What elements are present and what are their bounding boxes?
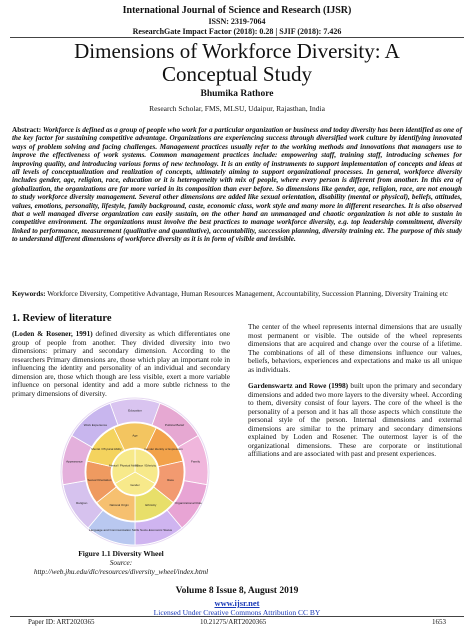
- internal-dimension-label: Race: [167, 478, 174, 483]
- abstract-text: Workforce is defined as a group of people who work for a particular organization or business and today diversity has been identified as one of the key factor for sustaining competitive advantage. Organizations are experiencing success through diversified work culture by identifying innovated ways of problem solving and facing challenges. Management practices usually refer to the working methods and innovations that managers use to improve the effectiveness of work systems. Common management practices include: empowering staff, training staff, introducing schemes for improving quality, and introducing various forms of new technology. It is an entity of instruments to support implementation of concepts and ideas at all levels of conceptualization and realization of concepts, ultimately aiming to support organizational processes. In general, workforce diversity includes gender, age, religion, race, education or it is heterogeneity with mix of people, where every person is different from another. In this era of globalization, the organizations are far more varied in its composition than ever before. So dimensions like gender, age, religion, race, are not enough to study workforce diversity management. Several other dimensions are added like sexual orientation, disability (mental or physical), beliefs, attitudes, values, emotions, personality, lifestyle, family background, caste, economic class, work style and many more in different researches. It is also observed that a well managed diverse organization can easily sustain, on the other hand an unmanaged and chaotic organization is not able to sustain in competitive environment. The organizations must involve the best practices to manage workforce diversity, e.g. top leadership commitment, diversity linked to performance, measurement (qualitative and quantitative), accountability, succession planning, diversity training etc. The purpose of this study to understand different dimensions of workforce diversity as it is in form of visible and invisible.: [12, 126, 462, 244]
- page-number: 1653: [432, 618, 446, 626]
- author-affiliation: Research Scholar, FMS, MLSU, Udaipur, Rajasthan, India: [149, 104, 325, 113]
- issn: ISSN: 2319-7064: [208, 17, 266, 26]
- volume-issue: Volume 8 Issue 8, August 2019: [175, 586, 299, 596]
- footer-rule: [10, 616, 464, 617]
- outer-dimension-label: Appearance: [66, 459, 83, 464]
- figure-source: [12, 559, 230, 576]
- outer-dimension-label: Organizational Role: [174, 500, 202, 505]
- outer-dimension-label: Socio-Economic Status: [140, 527, 173, 532]
- license-link[interactable]: Licensed Under Creative Commons Attribution CC BY: [153, 608, 321, 617]
- right-column-paragraph-1: The center of the wheel represents internal dimensions that are usually most permanent or visible. The outside of the wheel represents dimensions that are acquired and change over the course of a lifetime. The combinations of all of these dimensions influence our values, beliefs, behaviors, experiences and expectations and make us all unique as individuals.: [248, 322, 462, 374]
- outer-dimension-label: Work Experience: [83, 422, 108, 427]
- header-rule: [10, 37, 464, 38]
- internal-dimension-label: Sexual Orientation: [87, 478, 112, 483]
- right-column: [248, 323, 462, 467]
- outer-dimension-label: Family: [191, 459, 201, 464]
- diversity-wheel-figure: [40, 397, 230, 547]
- author-name: Bhumika Rathore: [200, 89, 274, 99]
- figure-source-label: Source:: [109, 558, 133, 567]
- journal-name: International Journal of Science and Research (IJSR): [122, 5, 352, 16]
- website-link[interactable]: www.ijsr.net: [214, 598, 260, 608]
- outer-dimension-label: Political Belief: [164, 422, 185, 427]
- keywords-label: Keywords:: [12, 290, 46, 298]
- paper-title: Dimensions of Workforce Diversity: A Conceptual Study: [74, 39, 400, 86]
- internal-dimension-label: Gender Identity or Expression: [144, 447, 183, 452]
- internal-dimension-label: Mental / Physical Ability: [91, 447, 122, 452]
- citation-loden: (Loden & Rosener, 1991): [12, 329, 93, 338]
- figure-caption: Figure 1.1 Diversity Wheel: [78, 549, 164, 558]
- paper-id: Paper ID: ART2020365: [28, 618, 95, 626]
- left-column: [12, 330, 230, 406]
- outer-dimension-label: Language and Communication Skills: [88, 527, 140, 532]
- right-column-paragraph-2: built upon the primary and secondary dimensions and added two more layers to the diversity wheel. According to them, diversity consist of four layers. The core of the wheel is the personality of a person and it has all those aspects which constitute the personal style of the person. Internal dimensions and external dimensions are similar to the primary and secondary dimensions explained by Loden and Rosener. The outermost layer is of the organizational dimensions. These are corporate or institutional affiliations and are associated with past and present experiences.: [248, 381, 463, 458]
- left-column-text: defined diversity as which differentiates one group of people from another. They divided diversity into two dimensions: primary and secondary dimension. According to the researchers Primary dimensions are, those which play an important role in influencing the identity and personality of an individual and secondary dimension are, those which though are less visible, exert a more variable influence on personal identity and add a more subtle richness to the primary dimensions of diversity.: [12, 329, 230, 398]
- internal-dimension-label: National Origin: [109, 502, 129, 507]
- section-heading: 1. Review of literature: [12, 313, 112, 324]
- outer-dimension-label: Education: [128, 408, 142, 413]
- abstract: [12, 126, 462, 244]
- abstract-label: Abstract:: [12, 126, 42, 134]
- figure-source-url[interactable]: http://web.jhu.edu/dlc/resources/diversity_wheel/index.html: [33, 566, 209, 576]
- internal-dimension-label: Ethnicity: [145, 502, 157, 507]
- impact-factor: ResearchGate Impact Factor (2018): 0.28 | SJIF (2018): 7.426: [132, 27, 342, 36]
- doi: 10.21275/ART2020365: [200, 618, 267, 626]
- core-label: Mental / Physical Ability: [109, 463, 139, 468]
- keywords-text: Workforce Diversity, Competitive Advantage, Human Resources Management, Accountability, Succession Planning, Diversity Training etc: [47, 290, 448, 298]
- internal-dimension-label: Age: [132, 433, 138, 438]
- core-label: Race / Ethnicity: [136, 463, 156, 468]
- keywords: [12, 290, 462, 299]
- citation-gardenswartz: Gardenswartz and Rowe (1998): [248, 381, 349, 390]
- core-label: Gender: [130, 483, 140, 487]
- outer-dimension-label: Religion: [76, 500, 88, 505]
